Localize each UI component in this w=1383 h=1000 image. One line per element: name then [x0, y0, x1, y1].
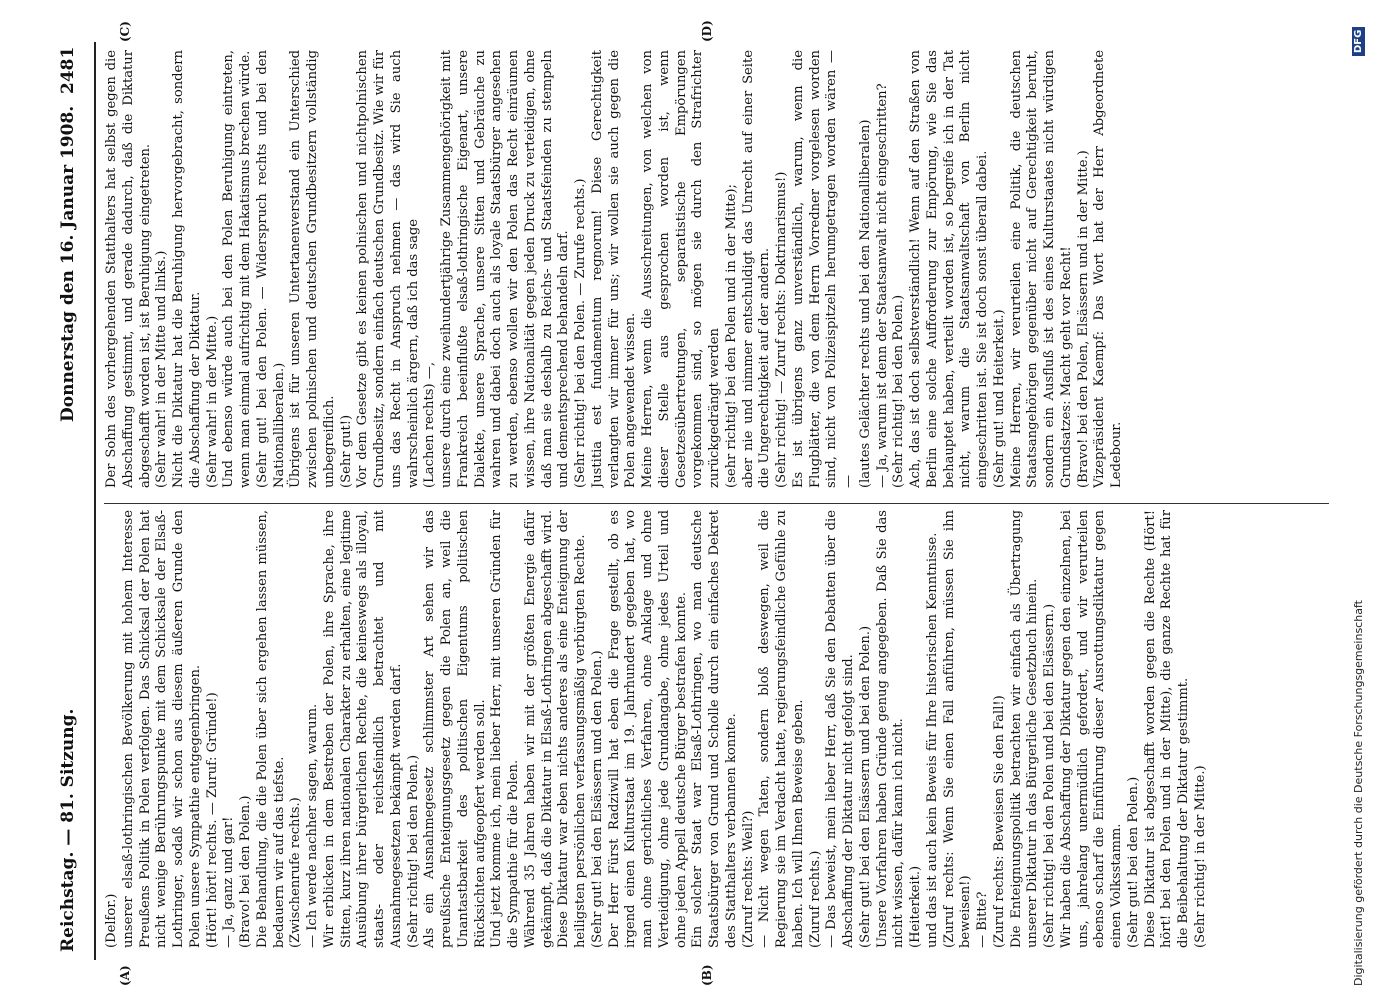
margin-mark-b: (B) — [700, 964, 714, 986]
margin-mark-a: (A) — [118, 965, 132, 986]
digitization-credit: Digitalisierung gefördert durch die Deutsche Forschungsgemeinschaft — [1352, 600, 1365, 986]
column-right-text: Der Sohn des vorhergehenden Statthalters hat selbst gegen die Abschaffung gestimmt, und gerade dadurch, daß die Diktatur abgeschafft worden ist, ist Beruhigung eingetreten. (Sehr wahr! in der Mitte und links.) Nicht die Diktatur hat die Beruhigung hervorgebracht, sondern die Abschaffung der Diktatur. (Sehr wahr! in der Mitte.) Und ebenso würde auch bei den Polen Beruhigung eintreten, wenn man einmal aufrichtig mit dem Hakatismus brechen würde. (Sehr gut! bei den Polen. — Widerspruch rechts und bei den Nationalliberalen.) Übrigens ist für unseren Untertanenverstand ein Unterschied zwischen polnischen und deutschen Grundbesitzern vollständig unbegreiflich. (Sehr gut!) Vor dem Gesetze gibt es keinen polnischen und nichtpolnischen Grundbesitz, sondern einfach deutschen Grundbesitz. Wie wir für uns das Recht in Anspruch nehmen — das wird Sie auch wahrscheinlich ärgern, daß ich das sage (Lachen rechts) —, unsere durch eine zweihundertjährige Zusammengehörigkeit mit Frankreich beeinflußte elsaß-lothringische Eigenart, unsere Dialekte, unsere Sprache, unsere Sitten und Gebräuche zu wahren und dabei doch auch als loyale Staatsbürger angesehen zu werden, ebenso wollen wir den Polen das Recht einräumen wissen, ihre Nationalität gegen jeden Druck zu verteidigen, ohne daß man sie deshalb zu Reichs- und Staatsfeinden zu stempeln und dementsprechend behandeln darf. (Sehr richtig! bei den Polen. — Zurufe rechts.) Justitia est fundamentum regnorum! Diese Gerechtigkeit verlangten wir immer für uns; wir wollen sie auch gegen die Polen angewendet wissen. Meine Herren, wenn die Ausschreitungen, von welchen von dieser Stelle aus gesprochen worden ist, wenn Gesetzesübertretungen, separatistische Empörungen vorgekommen sind, so mögen sie durch den Strafrichter zurückgedrängt werden (sehr richtig! bei den Polen und in der Mitte); aber nie und nimmer entschuldigt das Unrecht auf einer Seite die Ungerechtigkeit auf der andern. (Sehr richtig! — Zuruf rechts: Doktrinarismus!) Es ist übrigens ganz unverständlich, warum, wenn die Flugblätter, die von dem Herrn Vorredner vorgelesen worden sind, nicht von Polizeispitzeln herumgetragen worden wären — — (lautes Gelächter rechts und bei den Nationalliberalen) — Ja, warum ist denn der Staatsanwalt nicht eingeschritten? (Sehr richtig! bei den Polen.) Ach, das ist doch selbstverständlich! Wenn auf den Straßen von Berlin eine solche Aufforderung zur Empörung, wie Sie das behauptet haben, verteilt worden ist, so begreife ich in der Tat nicht, warum die Staatsanwaltschaft von Berlin nicht eingeschritten ist. Sie ist doch sonst überall dabei. (Sehr gut! und Heiterkeit.) Meine Herren, wir verurteilen eine Politik, die deutschen Staatsangehörigen gegenüber nicht auf Gerechtigkeit beruht, sondern ein Ausfluß ist des eines Kulturstaates nicht würdigen Grundsatzes: Macht geht vor Recht! (Bravo! bei den Polen, Elsässern und in der Mitte.) Vizepräsident Kaempf: Das Wort hat der Herr Abgeordnete Ledebour. — [104, 50, 1124, 488]
page-number: 2481 — [58, 46, 78, 94]
dfg-logo: DFG — [1352, 27, 1365, 56]
text-column-right — [104, 50, 1329, 488]
header-center: Donnerstag den 16. Januar 1908. — [58, 105, 78, 422]
text-column-left — [104, 510, 1329, 948]
margin-mark-c: (C) — [118, 21, 132, 42]
header-left: Reichstag. — 81. Sitzung. — [58, 708, 78, 952]
column-left-text: (Delfor.) unserer elsaß-lothringischen Bevölkerung mit hohem Interesse Preußens Politik in Polen verfolgen. Das Schicksal der Polen hat nicht wenige Berührungspunkte mit dem Schicksale der Elsaß-Lothringer, sodaß wir schon aus diesem äußeren Grunde den Polen unsere Sympathie entgegenbringen. (Hört! hört! rechts. — Zuruf: Gründe!) — Ja, ganz und gar! (Bravo! bei den Polen.) Die Behandlung, die die Polen über sich ergehen lassen müssen, bedauern wir auf das tiefste. (Zwischenrufe rechts.) — Ich werde nachher sagen, warum. Wir erblicken in dem Bestreben der Polen, ihre Sprache, ihre Sitten, kurz ihren nationalen Charakter zu erhalten, eine legitime Ausübung ihrer bürgerlichen Rechte, die keineswegs als illoyal, staats- oder reichsfeindlich betrachtet und mit Ausnahmegesetzen bekämpft werden darf. (Sehr richtig! bei den Polen.) Als ein Ausnahmegesetz schlimmster Art sehen wir das preußische Enteignungsgesetz gegen die Polen an, weil die Unantastbarkeit des politischen Eigentums politischen Rücksichten aufgeopfert werden soll. Und jetzt komme ich, mein lieber Herr, mit unseren Gründen für die Sympathie für die Polen. Während 35 Jahren haben wir mit der größten Energie dafür gekämpft, daß die Diktatur in Elsaß-Lothringen abgeschafft wird. Diese Diktatur war eben nichts anderes als eine Enteignung der heiligsten persönlichen verfassungsmäßig verbürgten Rechte. (Sehr gut! bei den Elsässern und den Polen.) Der Herr Fürst Radziwill hat eben die Frage gestellt, ob es irgend einen Kulturstaat im 19. Jahrhundert gegeben hat, wo man ohne gerichtliches Verfahren, ohne Anklage und ohne Verteidigung, ohne jede Grundangabe, ohne jedes Urteil und ohne jeden Appell deutsche Bürger bestrafen konnte. Ein solcher Staat war Elsaß-Lothringen, wo man deutsche Staatsbürger von Grund und Scholle durch ein einfaches Dekret des Statthalters verbannen konnte. (Zuruf rechts: Weil?) — Nicht wegen Taten, sondern bloß deswegen, weil die Regierung sie im Verdacht hatte, regierungsfeindliche Gefühle zu haben. Ich will Ihnen Beweise geben. (Zuruf rechts.) — Das beweist, mein lieber Herr, daß Sie den Debatten über die Abschaffung der Diktatur nicht gefolgt sind. (Sehr gut! bei den Elsässern und bei den Polen.) Unsere Vorfahren haben Gründe genug angegeben. Daß Sie das nicht wissen, dafür kann ich nicht. (Heiterkeit.) und das ist auch kein Beweis für Ihre historischen Kenntnisse. (Zuruf rechts: Wenn Sie einen Fall anführen, müssen Sie ihn beweisen!) — Bitte? (Zuruf rechts: Beweisen Sie den Fall!) Die Enteignungspolitik betrachten wir einfach als Übertragung unserer Diktatur in das Bürgerliche Gesetzbuch hinein. (Sehr richtig! bei den Polen und bei den Elsässern.) Wir haben die Abschaffung der Diktatur gegen den einzelnen, bei uns, jahrelang unermüdlich gefordert, und wir verurteilen ebenso scharf die Einführung dieser Ausrottungsdiktatur gegen einen Volksstamm. (Sehr gut! bei den Polen.) Diese Diktatur ist abgeschafft worden gegen die Rechte (Hört! hört! bei den Polen und in der Mitte), die ganze Rechte hat für die Beibehaltung der Diktatur gestimmt. (Sehr richtig! in der Mitte.) — [104, 510, 1208, 948]
column-rule — [104, 503, 1329, 504]
header-rule — [94, 42, 96, 960]
page-header — [58, 48, 86, 952]
margin-mark-d: (D) — [700, 20, 714, 42]
